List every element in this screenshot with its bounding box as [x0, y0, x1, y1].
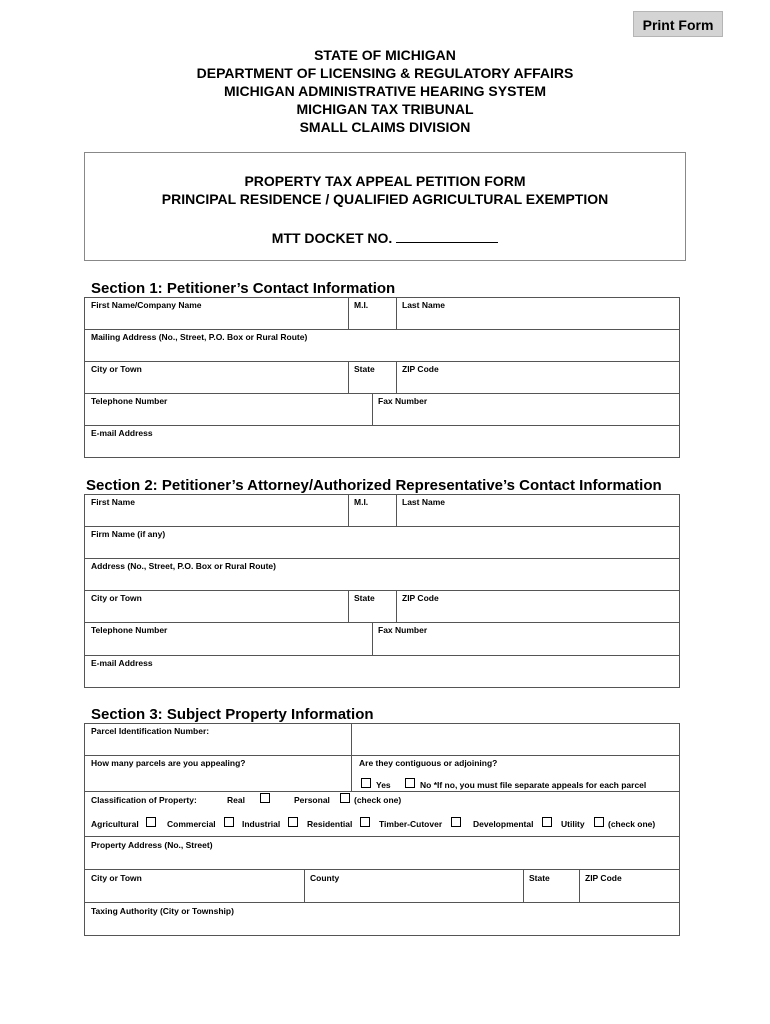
- s3-contiguous-no-label: No *If no, you must file separate appeals for each parcel: [420, 780, 647, 790]
- s1-phone-label: Telephone Number: [91, 396, 168, 406]
- s3-contiguous-label: Are they contiguous or adjoining?: [359, 758, 498, 768]
- s3-developmental-checkbox[interactable]: [542, 817, 552, 827]
- s2-fax-label: Fax Number: [378, 625, 428, 635]
- s3-commercial-checkbox[interactable]: [224, 817, 234, 827]
- s2-firm-name-field[interactable]: [85, 527, 679, 558]
- s3-agricultural-checkbox[interactable]: [146, 817, 156, 827]
- s3-classification-label: Classification of Property:: [91, 795, 197, 805]
- s3-residential-label: Residential: [307, 819, 353, 829]
- s3-utility-label: Utility: [561, 819, 585, 829]
- section3-heading: Section 3: Subject Property Information: [91, 706, 374, 723]
- s3-personal-label: Personal: [294, 795, 330, 805]
- s2-first-name-label: First Name: [91, 497, 135, 507]
- docket-row: [85, 228, 685, 247]
- s2-city-label: City or Town: [91, 593, 142, 603]
- s3-taxing-authority-label: Taxing Authority (City or Township): [91, 906, 234, 916]
- s2-mi-label: M.I.: [354, 497, 369, 507]
- s3-property-address-label: Property Address (No., Street): [91, 840, 213, 850]
- s2-address-label: Address (No., Street, P.O. Box or Rural Route): [91, 561, 276, 571]
- s2-zip-label: ZIP Code: [402, 593, 439, 603]
- s2-phone-label: Telephone Number: [91, 625, 168, 635]
- form-subtitle: PRINCIPAL RESIDENCE / QUALIFIED AGRICULTURAL EXEMPTION: [161, 191, 609, 207]
- s1-state-label: State: [354, 364, 375, 374]
- s3-check-one-label-2: (check one): [608, 819, 656, 829]
- header-line-tribunal: MICHIGAN TAX TRIBUNAL: [296, 101, 474, 117]
- section1-heading: Section 1: Petitioner’s Contact Information: [91, 280, 396, 297]
- s3-personal-checkbox[interactable]: [340, 793, 350, 803]
- s1-last-name-label: Last Name: [402, 300, 445, 310]
- s1-email-label: E-mail Address: [91, 428, 153, 438]
- s1-email-field[interactable]: [85, 426, 679, 457]
- s3-residential-checkbox[interactable]: [360, 817, 370, 827]
- s1-mi-label: M.I.: [354, 300, 369, 310]
- s1-zip-label: ZIP Code: [402, 364, 439, 374]
- form-title: PROPERTY TAX APPEAL PETITION FORM: [244, 173, 526, 189]
- s3-zip-label: ZIP Code: [585, 873, 622, 883]
- header-line-division: SMALL CLAIMS DIVISION: [299, 119, 471, 135]
- docket-number-field[interactable]: [396, 228, 498, 243]
- s3-state-label: State: [529, 873, 550, 883]
- s2-email-label: E-mail Address: [91, 658, 153, 668]
- s3-industrial-label: Industrial: [242, 819, 281, 829]
- section1-grid: [84, 297, 680, 458]
- s2-last-name-label: Last Name: [402, 497, 445, 507]
- header-line-hearing-system: MICHIGAN ADMINISTRATIVE HEARING SYSTEM: [223, 83, 546, 99]
- s3-contiguous-yes-checkbox[interactable]: [361, 778, 371, 788]
- docket-label: MTT DOCKET NO.: [271, 230, 393, 246]
- s3-real-label: Real: [227, 795, 245, 805]
- agency-header: [0, 46, 770, 136]
- s3-commercial-label: Commercial: [167, 819, 216, 829]
- s3-contiguous-yes-label: Yes: [376, 780, 391, 790]
- header-line-state: STATE OF MICHIGAN: [314, 47, 456, 63]
- s2-email-field[interactable]: [85, 656, 679, 687]
- form-title-box: [84, 152, 686, 261]
- s2-firm-name-label: Firm Name (if any): [91, 529, 166, 539]
- s3-parcel-id-label: Parcel Identification Number:: [91, 726, 210, 736]
- s1-first-name-label: First Name/Company Name: [91, 300, 202, 310]
- s3-county-label: County: [310, 873, 340, 883]
- section3-grid: [84, 723, 680, 936]
- s1-city-label: City or Town: [91, 364, 142, 374]
- s1-fax-label: Fax Number: [378, 396, 428, 406]
- s3-real-checkbox[interactable]: [260, 793, 270, 803]
- s3-timber-checkbox[interactable]: [451, 817, 461, 827]
- s3-contiguous-no-checkbox[interactable]: [405, 778, 415, 788]
- s3-utility-checkbox[interactable]: [594, 817, 604, 827]
- header-line-department: DEPARTMENT OF LICENSING & REGULATORY AFFAIRS: [196, 65, 574, 81]
- s3-agricultural-label: Agricultural: [91, 819, 139, 829]
- section2-grid: [84, 494, 680, 688]
- section2-heading: Section 2: Petitioner’s Attorney/Authorized Representative’s Contact Information: [86, 477, 662, 494]
- s3-timber-label: Timber-Cutover: [379, 819, 443, 829]
- s1-mailing-address-label: Mailing Address (No., Street, P.O. Box or Rural Route): [91, 332, 308, 342]
- s3-how-many-label: How many parcels are you appealing?: [91, 758, 246, 768]
- s3-city-label: City or Town: [91, 873, 142, 883]
- s2-zip-field[interactable]: [397, 591, 679, 622]
- s3-check-one-label-1: (check one): [354, 795, 402, 805]
- s3-industrial-checkbox[interactable]: [288, 817, 298, 827]
- print-form-button[interactable]: Print Form: [633, 11, 723, 37]
- s3-developmental-label: Developmental: [473, 819, 534, 829]
- s1-zip-field[interactable]: [397, 362, 679, 393]
- s3-parcel-id-extra-field[interactable]: [352, 724, 679, 755]
- s2-state-label: State: [354, 593, 375, 603]
